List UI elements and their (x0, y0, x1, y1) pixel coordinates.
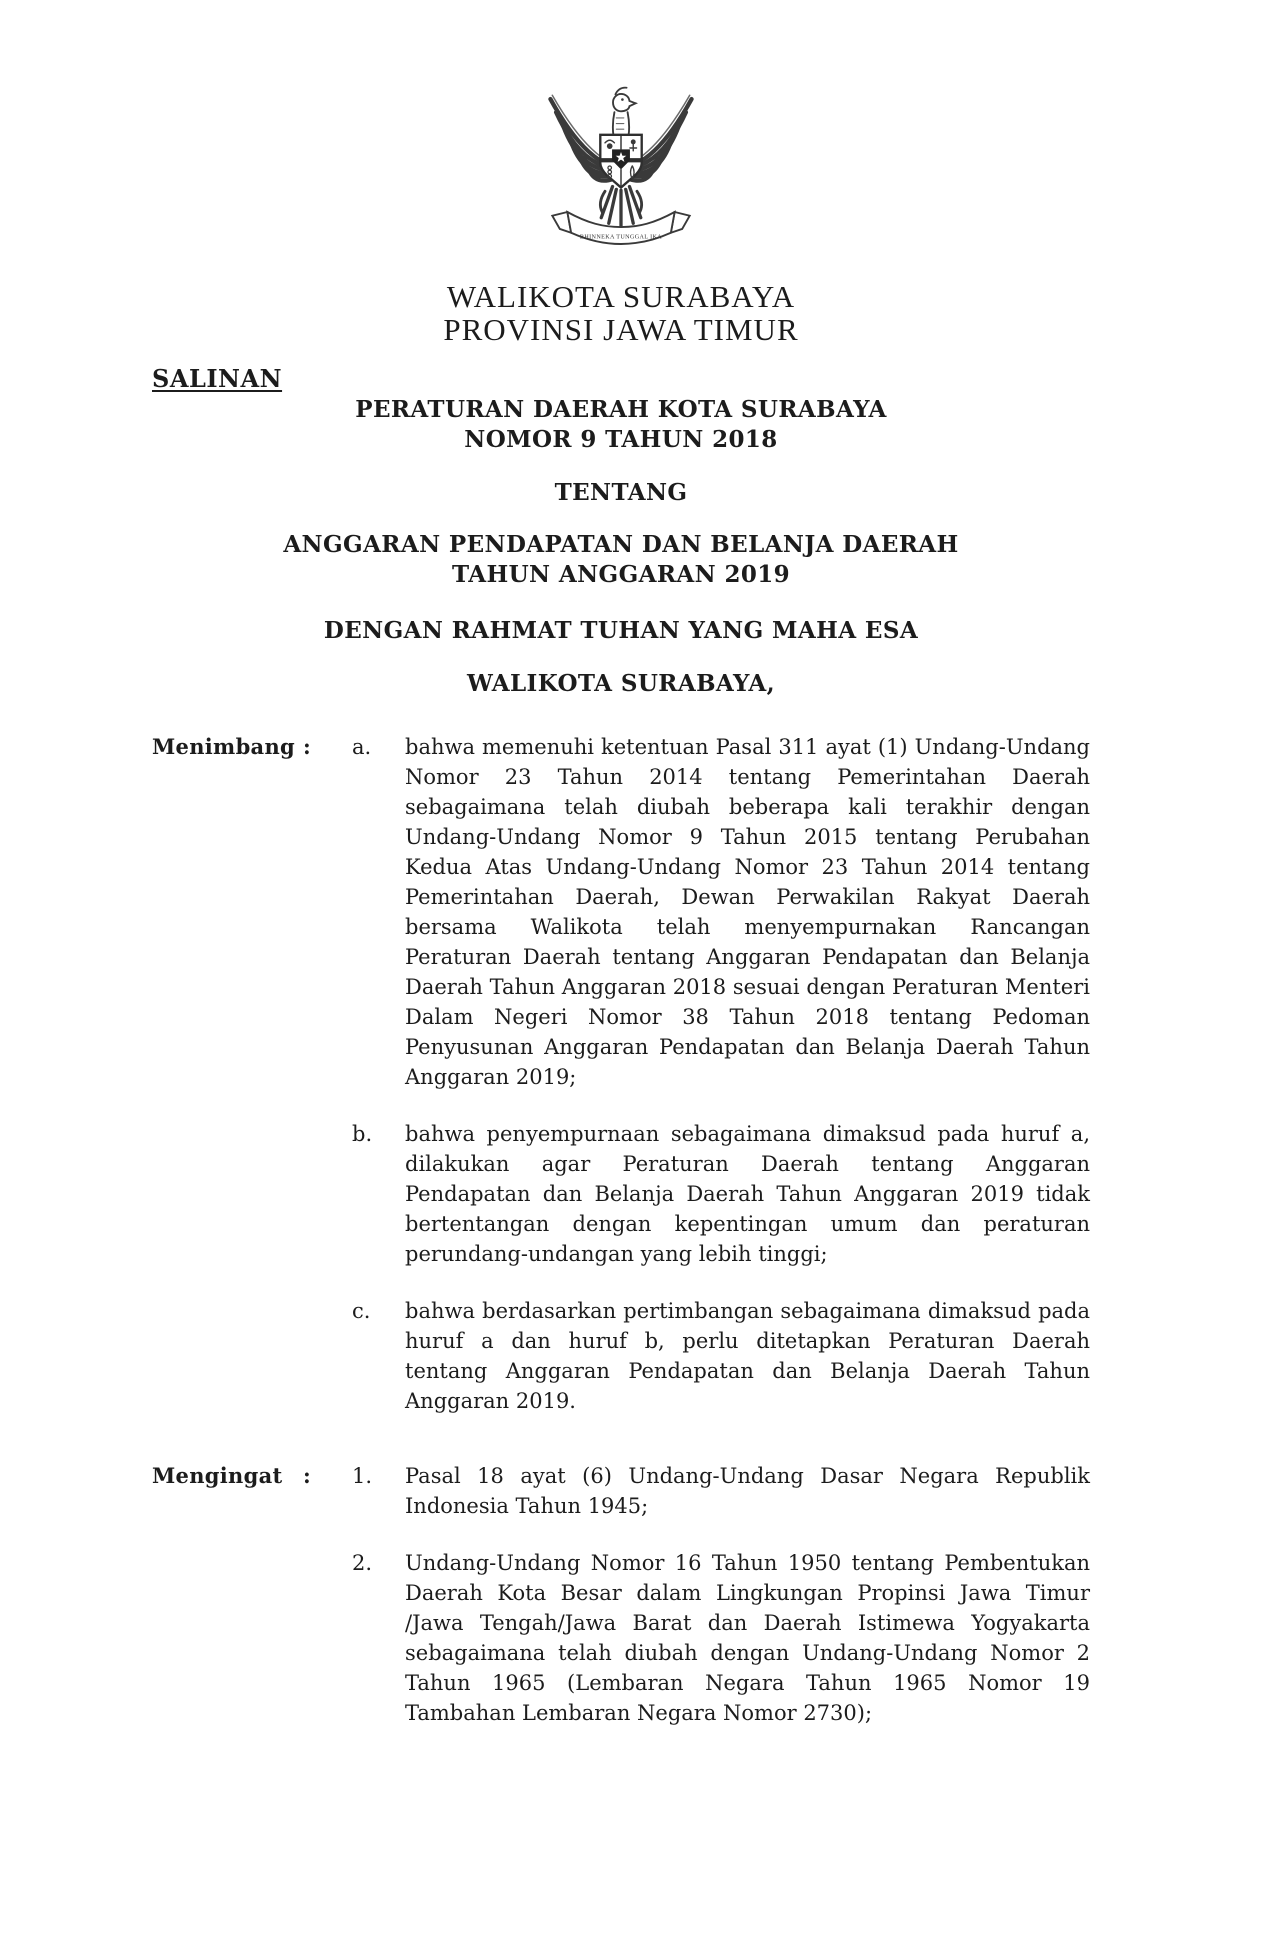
issuing-authority: WALIKOTA SURABAYA, (466, 670, 776, 697)
considering-item-c (152, 1296, 1090, 1416)
item-marker: 2. (352, 1551, 373, 1575)
considering-item-b (152, 1119, 1090, 1269)
item-text: Pasal 18 ayat (6) Undang-Undang Dasar Negara Republik Indonesia Tahun 1945; (405, 1464, 1090, 1518)
item-marker: b. (352, 1122, 373, 1146)
item-text: bahwa penyempurnaan sebagaimana dimaksud pada huruf a, dilakukan agar Peraturan Daerah tentang Anggaran Pendapatan dan Belanja Daerah Tahun Anggaran 2019 tidak bertentangan dengan kepentingan umum dan peraturan perundang-undangan yang lebih tinggi; (405, 1122, 1090, 1266)
recalling-label: Mengingat (152, 1463, 283, 1488)
copy-status-label: SALINAN (152, 364, 283, 393)
recalling-item-2 (152, 1548, 1090, 1728)
motto-text: BHINNEKA TUNGGAL IKA (579, 234, 663, 241)
item-text: bahwa berdasarkan pertimbangan sebagaimana dimaksud pada huruf a dan huruf b, perlu ditetapkan Peraturan Daerah tentang Anggaran Pendapatan dan Belanja Daerah Tahun Anggaran 2019. (405, 1299, 1090, 1413)
about-label: TENTANG (554, 479, 688, 506)
item-marker: 1. (352, 1464, 373, 1488)
document-content (152, 70, 1090, 1728)
eagle-head (613, 88, 636, 136)
considering-colon: : (303, 734, 311, 759)
recalling-colon: : (303, 1463, 311, 1488)
regulation-subject (152, 530, 1090, 590)
regulation-subject-line1: ANGGARAN PENDAPATAN DAN BELANJA DAERAH (283, 531, 959, 558)
recalling-item-1 (152, 1461, 1090, 1521)
grace-clause: DENGAN RAHMAT TUHAN YANG MAHA ESA (323, 617, 919, 644)
considering-item-a (152, 732, 1090, 1092)
item-text: Undang-Undang Nomor 16 Tahun 1950 tentang Pembentukan Daerah Kota Besar dalam Lingkungan Propinsi Jawa Timur /Jawa Tengah/Jawa Barat dan Daerah Istimewa Yogyakarta sebagaimana telah diubah dengan Undang-Undang Nomor 2 Tahun 1965 (Lembaran Negara Tahun 1965 Nomor 19 Tambahan Lembaran Negara Nomor 2730); (405, 1551, 1090, 1725)
item-marker: c. (352, 1299, 371, 1323)
considering-label: Menimbang (152, 734, 296, 759)
regulation-title-line1: PERATURAN DAERAH KOTA SURABAYA (355, 396, 887, 423)
item-marker: a. (352, 735, 372, 759)
regulation-number: NOMOR 9 TAHUN 2018 (464, 426, 778, 453)
regulation-subject-line2: TAHUN ANGGARAN 2019 (451, 561, 791, 588)
tail-feathers (601, 187, 641, 227)
header-title-line1: WALIKOTA SURABAYA (446, 279, 796, 314)
regulation-title (152, 395, 1090, 455)
garuda-pancasila-emblem (541, 70, 701, 258)
item-text: bahwa memenuhi ketentuan Pasal 311 ayat (1) Undang-Undang Nomor 23 Tahun 2014 tentang Pemerintahan Daerah sebagaimana telah diubah beberapa kali terakhir dengan Undang-Undang Nomor 9 Tahun 2015 tentang Perubahan Kedua Atas Undang-Undang Nomor 23 Tahun 2014 tentang Pemerintahan Daerah, Dewan Perwakilan Rakyat Daerah bersama Walikota telah menyempurnakan Rancangan Peraturan Daerah tentang Anggaran Pendapatan dan Belanja Daerah Tahun Anggaran 2018 sesuai dengan Peraturan Menteri Dalam Negeri Nomor 38 Tahun 2018 tentang Pedoman Penyusunan Anggaran Pendapatan dan Belanja Daerah Tahun Anggaran 2019; (405, 735, 1090, 1089)
header-title-line2: PROVINSI JAWA TIMUR (443, 312, 799, 347)
